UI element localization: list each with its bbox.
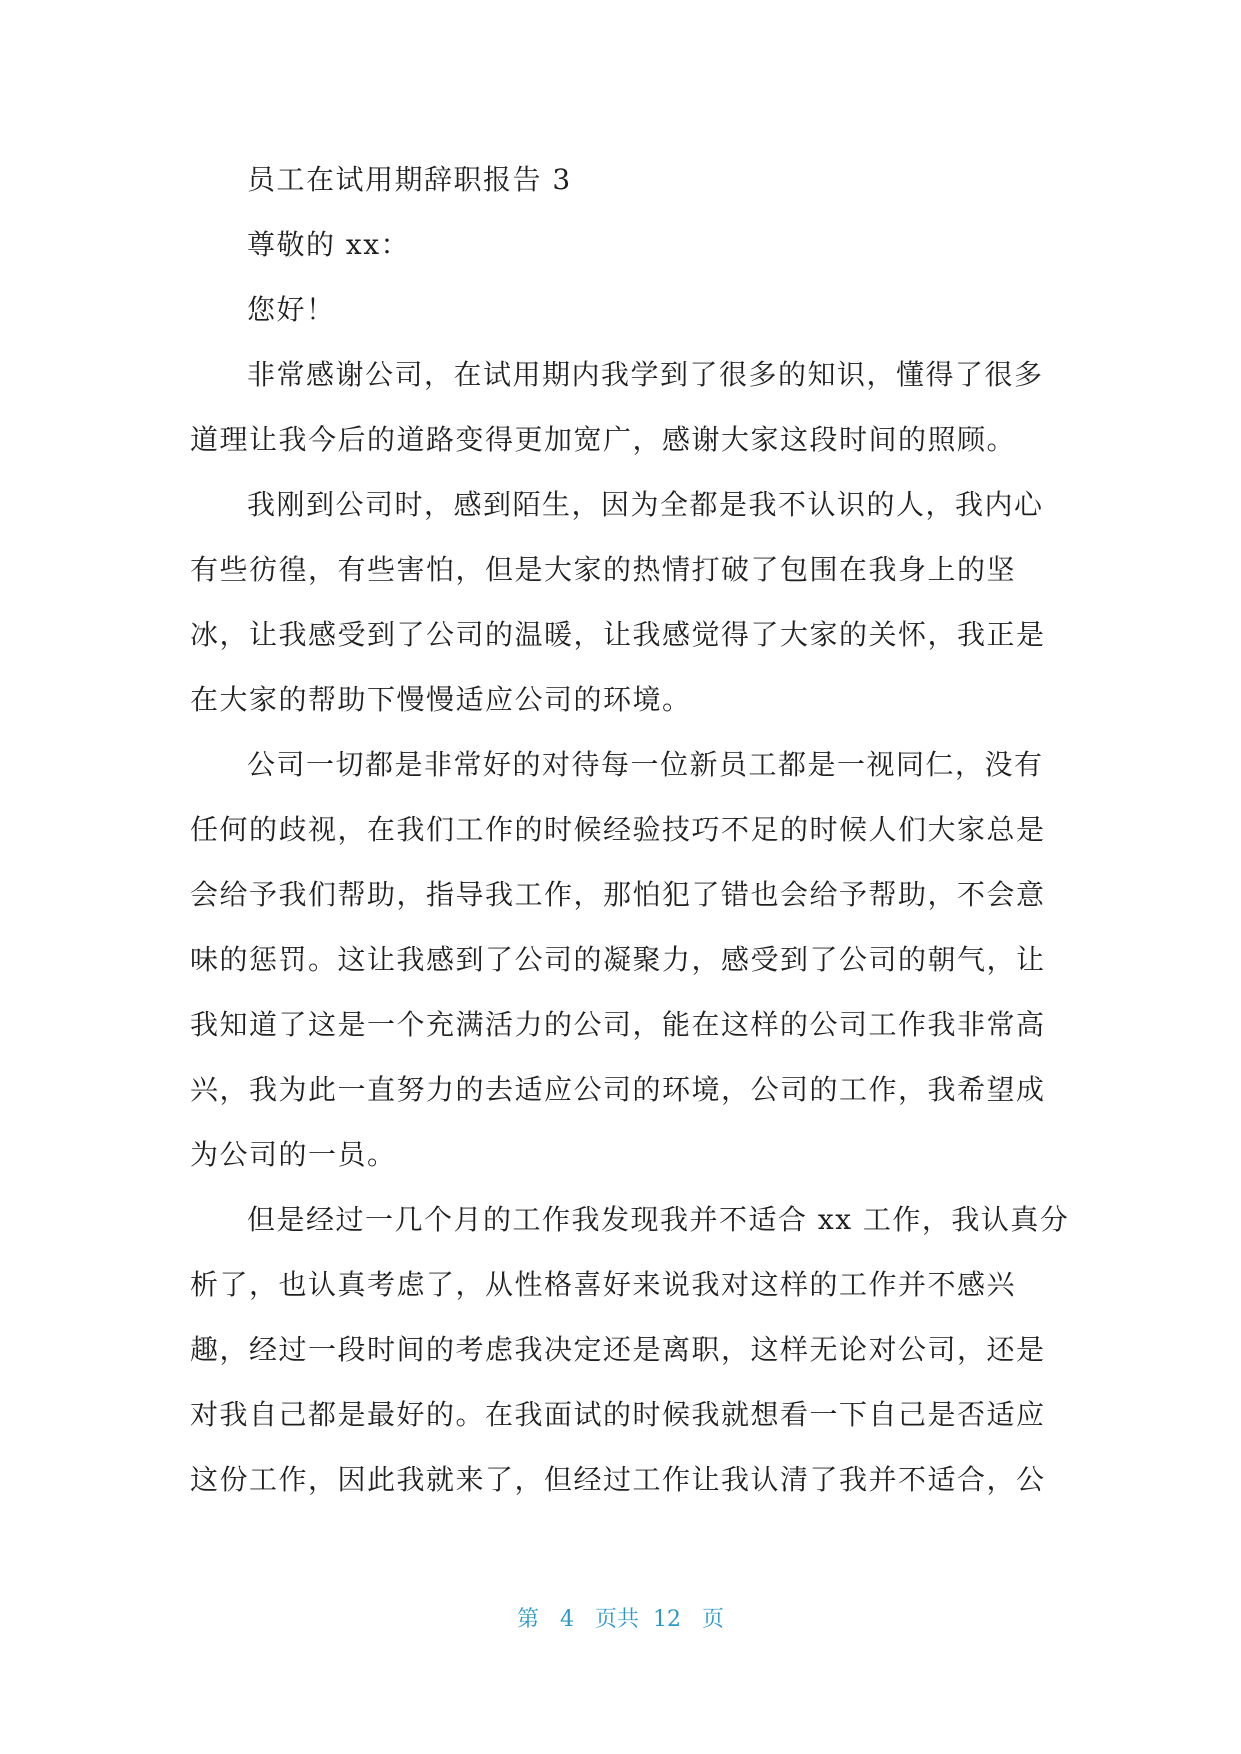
body-line: 为公司的一员。 <box>190 1138 397 1171</box>
body-line: 味的惩罚。这让我感到了公司的凝聚力，感受到了公司的朝气，让 <box>190 943 1046 976</box>
body-line: 冰，让我感受到了公司的温暖，让我感觉得了大家的关怀，我正是 <box>190 618 1046 651</box>
body-line: 趣，经过一段时间的考虑我决定还是离职，这样无论对公司，还是 <box>190 1333 1046 1366</box>
body-line: 对我自己都是最好的。在我面试的时候我就想看一下自己是否适应 <box>190 1398 1046 1431</box>
salutation: 尊敬的 xx： <box>247 228 410 261</box>
page-footer <box>0 1605 1241 1635</box>
current-page-number: 4 <box>560 1607 574 1632</box>
page-label-middle: 页共 <box>594 1607 639 1632</box>
body-line: 会给予我们帮助，指导我工作，那怕犯了错也会给予帮助，不会意 <box>190 878 1046 911</box>
document-title: 员工在试用期辞职报告 3 <box>247 163 572 196</box>
body-line: 在大家的帮助下慢慢适应公司的环境。 <box>190 683 692 716</box>
body-line: 我知道了这是一个充满活力的公司，能在这样的公司工作我非常高 <box>190 1008 1046 1041</box>
body-line: 有些彷徨，有些害怕，但是大家的热情打破了包围在我身上的坚 <box>190 553 1017 586</box>
page-label-prefix: 第 <box>517 1607 540 1632</box>
greeting: 您好！ <box>247 293 336 326</box>
body-line: 任何的歧视，在我们工作的时候经验技巧不足的时候人们大家总是 <box>190 813 1046 846</box>
body-line: 道理让我今后的道路变得更加宽广，感谢大家这段时间的照顾。 <box>190 423 1017 456</box>
body-line: 我刚到公司时，感到陌生，因为全都是我不认识的人，我内心 <box>247 488 1044 521</box>
body-line: 析了，也认真考虑了，从性格喜好来说我对这样的工作并不感兴 <box>190 1268 1017 1301</box>
body-line: 兴，我为此一直努力的去适应公司的环境，公司的工作，我希望成 <box>190 1073 1046 1106</box>
body-line: 但是经过一几个月的工作我发现我并不适合 xx 工作，我认真分 <box>247 1203 1070 1236</box>
page-label-suffix: 页 <box>701 1607 724 1632</box>
total-pages-number: 12 <box>653 1607 681 1632</box>
body-line: 这份工作，因此我就来了，但经过工作让我认清了我并不适合，公 <box>190 1463 1046 1496</box>
body-line: 公司一切都是非常好的对待每一位新员工都是一视同仁，没有 <box>247 748 1044 781</box>
body-line: 非常感谢公司，在试用期内我学到了很多的知识，懂得了很多 <box>247 358 1044 391</box>
